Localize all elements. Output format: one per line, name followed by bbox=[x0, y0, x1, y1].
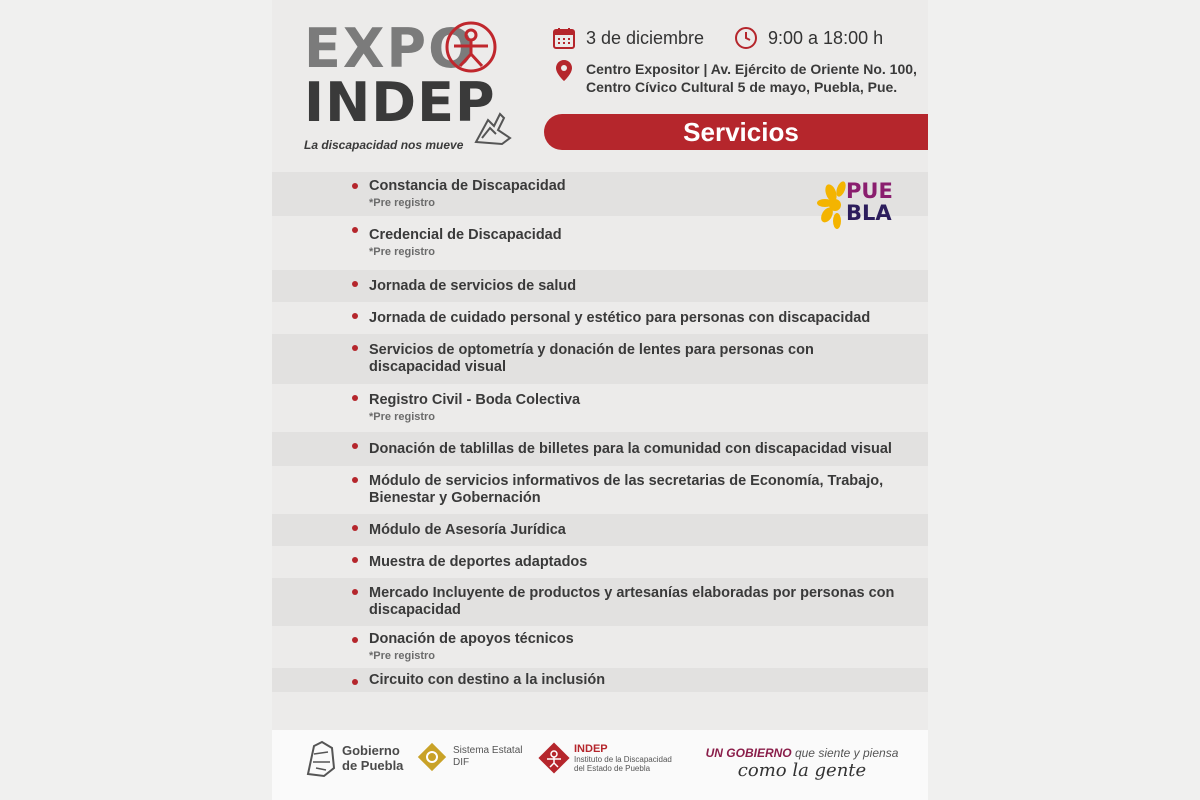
service-note: *Pre registro bbox=[369, 246, 436, 258]
indep-emblem-icon bbox=[538, 742, 570, 774]
services-list bbox=[272, 172, 928, 692]
service-item bbox=[272, 334, 928, 384]
service-item bbox=[272, 626, 928, 668]
service-item bbox=[272, 466, 928, 514]
service-note: *Pre registro bbox=[369, 411, 436, 423]
service-note: *Pre registro bbox=[369, 197, 436, 209]
service-item bbox=[272, 668, 928, 692]
service-item bbox=[272, 514, 928, 546]
event-venue bbox=[552, 60, 917, 96]
bullet-icon bbox=[352, 679, 358, 685]
bullet-icon bbox=[352, 557, 358, 563]
service-note: *Pre registro bbox=[369, 650, 436, 662]
service-label: Constancia de Discapacidad bbox=[369, 178, 566, 194]
gobierno-puebla-logo bbox=[304, 738, 403, 778]
service-item bbox=[272, 578, 928, 626]
hands-icon bbox=[472, 108, 514, 146]
indep-desc-2: del Estado de Puebla bbox=[574, 764, 651, 773]
bullet-icon bbox=[352, 227, 358, 233]
footer-slogan bbox=[692, 746, 912, 781]
service-item bbox=[272, 302, 928, 334]
puebla-wordmark-line2: BLA bbox=[846, 201, 892, 225]
event-date bbox=[552, 26, 704, 50]
service-label: Jornada de cuidado personal y estético para personas con discapacidad bbox=[369, 309, 871, 326]
gobierno-line-2: de Puebla bbox=[342, 758, 404, 773]
indep-desc-1: Instituto de la Discapacidad bbox=[574, 755, 672, 764]
bullet-icon bbox=[352, 345, 358, 351]
services-banner: Servicios bbox=[544, 114, 928, 150]
service-label: Donación de apoyos técnicos bbox=[369, 631, 574, 647]
puebla-wordmark-line1: PUE bbox=[846, 179, 893, 203]
clock-icon bbox=[734, 26, 758, 50]
indep-name: INDEP bbox=[574, 743, 608, 755]
slogan-bold: UN GOBIERNO bbox=[705, 746, 792, 760]
service-label: Credencial de Discapacidad bbox=[369, 227, 562, 243]
venue-line-2: Centro Cívico Cultural 5 de mayo, Puebla, Pue. bbox=[586, 79, 898, 95]
bullet-icon bbox=[352, 525, 358, 531]
service-label: Jornada de servicios de salud bbox=[369, 277, 577, 294]
bullet-icon bbox=[352, 395, 358, 401]
vitruvian-figure-icon bbox=[444, 20, 498, 74]
footer bbox=[272, 730, 928, 800]
dif-line-1: Sistema Estatal bbox=[453, 745, 523, 756]
service-item bbox=[272, 546, 928, 578]
dif-logo bbox=[417, 742, 522, 772]
bullet-icon bbox=[352, 589, 358, 595]
service-item bbox=[272, 432, 928, 466]
bullet-icon bbox=[352, 443, 358, 449]
dif-emblem-icon bbox=[417, 742, 447, 772]
bullet-icon bbox=[352, 313, 358, 319]
logo-expo-text: EXPO bbox=[304, 17, 477, 80]
bullet-icon bbox=[352, 183, 358, 189]
service-label: Circuito con destino a la inclusión bbox=[369, 671, 606, 688]
logo-tagline: La discapacidad nos mueve bbox=[304, 138, 464, 152]
puebla-wordmark bbox=[846, 180, 893, 224]
calendar-icon bbox=[552, 26, 576, 50]
indep-logo bbox=[538, 742, 672, 774]
service-label: Módulo de Asesoría Jurídica bbox=[369, 521, 566, 538]
service-label: Servicios de optometría y donación de lentes para personas con discapacidad visual bbox=[369, 342, 814, 375]
dif-line-2: DIF bbox=[453, 757, 470, 768]
location-pin-icon bbox=[552, 58, 576, 82]
slogan-line-2: como la gente bbox=[737, 760, 867, 781]
service-item bbox=[272, 270, 928, 302]
event-date-text: 3 de diciembre bbox=[586, 27, 705, 48]
service-label: Módulo de servicios informativos de las secretarias de Economía, Trabajo, Bienestar y Gobernación bbox=[369, 473, 884, 506]
service-label: Mercado Incluyente de productos y artesanías elaboradas por personas con discapacidad bbox=[369, 585, 895, 618]
venue-line-1: Centro Expositor | Av. Ejército de Oriente No. 100, bbox=[586, 61, 917, 77]
logo-indep-text: INDEP bbox=[304, 71, 496, 134]
service-item bbox=[272, 384, 928, 432]
gobierno-line-1: Gobierno bbox=[342, 743, 400, 758]
bullet-icon bbox=[352, 281, 358, 287]
event-time bbox=[734, 26, 883, 50]
bullet-icon bbox=[352, 477, 358, 483]
service-label: Registro Civil - Boda Colectiva bbox=[369, 392, 581, 408]
slogan-rest: que siente y piensa bbox=[791, 746, 899, 760]
bullet-icon bbox=[352, 637, 358, 643]
event-poster bbox=[272, 0, 928, 800]
service-label: Donación de tablillas de billetes para la comunidad con discapacidad visual bbox=[369, 440, 892, 457]
service-label: Muestra de deportes adaptados bbox=[369, 553, 588, 570]
event-time-text: 9:00 a 18:00 h bbox=[768, 27, 884, 48]
gobierno-puebla-emblem-icon bbox=[304, 738, 338, 778]
